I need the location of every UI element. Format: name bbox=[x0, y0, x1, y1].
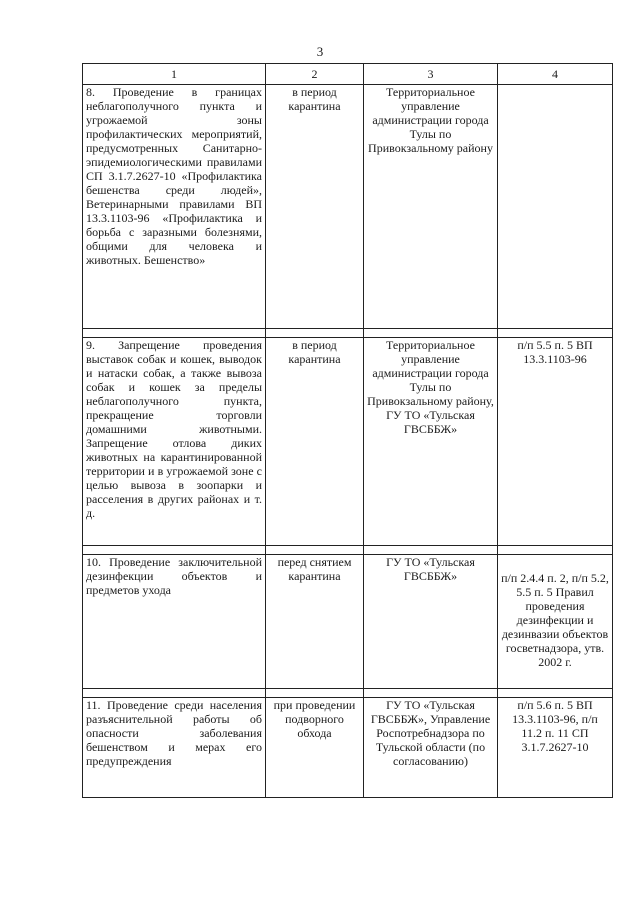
responsible-cell: ГУ ТО «Тульская ГВСББЖ» bbox=[364, 555, 498, 689]
measure-cell: 9. Запрещение проведения выставок собак и кошек, выводок и натаски собак, а также вывоза собак и кошек за пределы неблагополучного пункта, прекращение торговли домашними животными. Запрещение отлова диких животных на карантинированной территории и в угрожаемой зоне с целью вывоза в зоопарки и расселения в других районах и т. д. bbox=[83, 338, 266, 546]
table-row bbox=[83, 555, 613, 689]
responsible-cell: ГУ ТО «Тульская ГВСББЖ», Управление Роспотребнадзора по Тульской области (по согласованию) bbox=[364, 698, 498, 798]
measures-table bbox=[82, 63, 613, 798]
header-col-3: 3 bbox=[364, 64, 498, 85]
responsible-cell: Территориальное управление администрации города Тулы по Привокзальному району, ГУ ТО «Тульская ГВСББЖ» bbox=[364, 338, 498, 546]
header-col-2: 2 bbox=[266, 64, 364, 85]
reference-cell: п/п 2.4.4 п. 2, п/п 5.2, 5.5 п. 5 Правил проведения дезинфекции и дезинвазии объектов госветнадзора, утв. 2002 г. bbox=[498, 555, 613, 689]
responsible-cell: Территориальное управление администрации города Тулы по Привокзальному району bbox=[364, 85, 498, 329]
measure-cell: 10. Проведение заключительной дезинфекции объектов и предметов ухода bbox=[83, 555, 266, 689]
table-row bbox=[83, 698, 613, 798]
measure-cell: 11. Проведение среди населения разъяснительной работы об опасности заболевания бешенством и мерах его предупреждения bbox=[83, 698, 266, 798]
table-row bbox=[83, 338, 613, 546]
term-cell: в период карантина bbox=[266, 85, 364, 329]
row-gap bbox=[83, 329, 613, 338]
measure-cell: 8. Проведение в границах неблагополучного пункта и угрожаемой зоны профилактических мероприятий, предусмотренных Санитарно-эпидемиологическими правилами СП 3.1.7.2627-10 «Профилактика бешенства среди людей», Ветеринарными правилами ВП 13.3.1103-96 «Профилактика и борьба с заразными болезнями, общими для человека и животных. Бешенство» bbox=[83, 85, 266, 329]
table-row bbox=[83, 85, 613, 329]
term-cell: в период карантина bbox=[266, 338, 364, 546]
term-cell: перед снятием карантина bbox=[266, 555, 364, 689]
row-gap bbox=[83, 546, 613, 555]
header-col-4: 4 bbox=[498, 64, 613, 85]
reference-cell: п/п 5.6 п. 5 ВП 13.3.1103-96, п/п 11.2 п. 11 СП 3.1.7.2627-10 bbox=[498, 698, 613, 798]
reference-cell bbox=[498, 85, 613, 329]
page-number: 3 bbox=[316, 44, 324, 59]
table-header-row bbox=[83, 64, 613, 85]
reference-cell: п/п 5.5 п. 5 ВП 13.3.1103-96 bbox=[498, 338, 613, 546]
header-col-1: 1 bbox=[83, 64, 266, 85]
term-cell: при проведении подворного обхода bbox=[266, 698, 364, 798]
row-gap bbox=[83, 689, 613, 698]
